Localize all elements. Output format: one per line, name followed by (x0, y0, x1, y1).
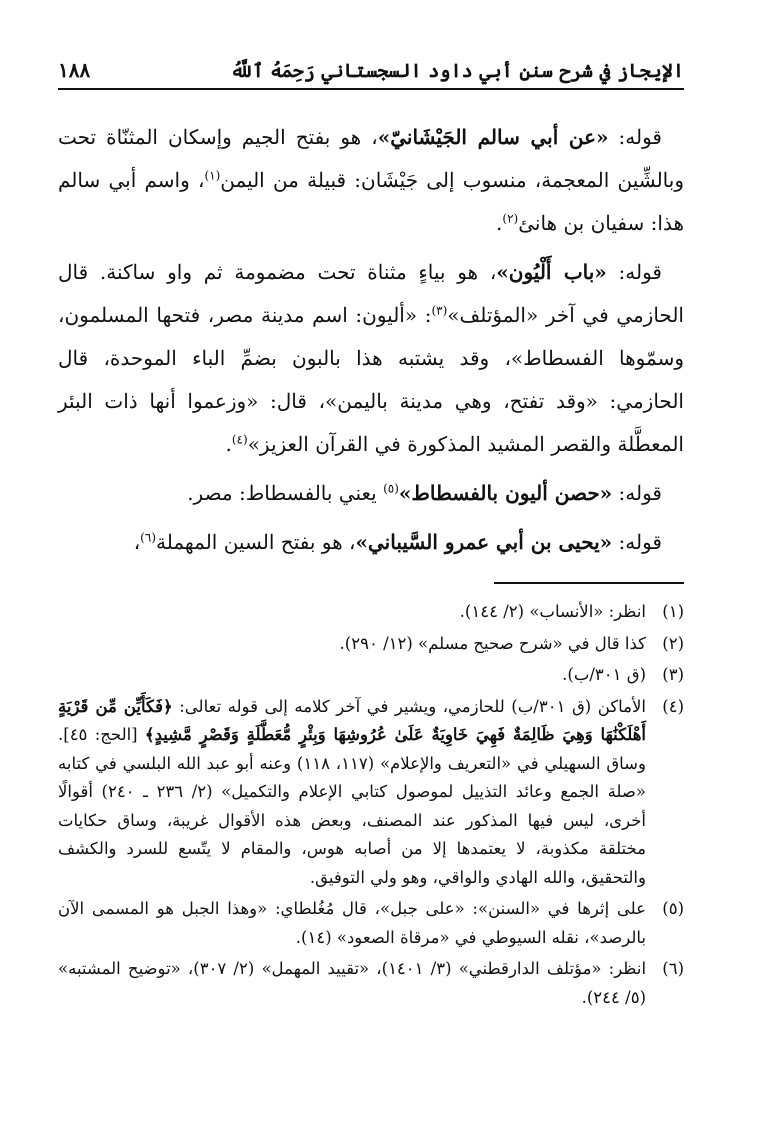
page (58, 58, 684, 1015)
footnote (58, 661, 684, 690)
footnote-divider (494, 582, 684, 584)
footnote (58, 895, 684, 952)
footnote-number: (٢) (662, 633, 684, 653)
footnote-text: على إثرها في «السنن»: «على جبل»، قال مُغُلطاي: «وهذا الجبل هو المسمى الآن بالرصد»، نقله السيوطي في «مرقاة الصعود» (١٤). (58, 899, 646, 947)
paragraph-text: ، (133, 530, 141, 554)
paragraph-text: ، هو بفتح الجيم وإسكان المثنّاة تحت وبالشِّين المعجمة، منسوب إلى جَيْشَان: قبيلة من اليمن (58, 125, 685, 192)
footnote-text: (ق ٣٠١/ب). (562, 665, 646, 684)
footnote-number: (٣) (662, 665, 684, 684)
footnote (58, 955, 684, 1012)
footnote-text: الأماكن (ق ٣٠١/ب) للحازمي، ويشير في آخر كلامه إلى قوله تعالى: (179, 696, 646, 716)
quoted-term: «باب أَلْيُون» (496, 260, 607, 284)
paragraph-tail: . (225, 432, 232, 456)
page-number: ١٨٨ (58, 58, 91, 82)
paragraph (58, 521, 684, 564)
quoted-term: «عن أبي سالم الجَيْشَانيّ» (377, 125, 609, 149)
footnote (58, 630, 684, 659)
paragraph-text: يعني بالفسطاط: مصر. (187, 481, 384, 505)
paragraph-text: ، هو بفتح السين المهملة (156, 530, 356, 554)
footnote-number: (١) (662, 602, 684, 621)
footnote-number: (٥) (662, 899, 684, 918)
footnote-number: (٤) (662, 696, 684, 716)
footnote-text: انظر: «مؤتلف الدارقطني» (٣/ ١٤٠١)، «تقييد المهمل» (٢/ ٣٠٧)، «توضيح المشتبه» (٥/ ٢٤٤). (58, 959, 647, 1007)
paragraph-lead: قوله: (612, 530, 662, 554)
footnote-ref[interactable]: (٤) (231, 432, 248, 447)
paragraph-tail: . (496, 211, 503, 235)
main-text (58, 116, 684, 564)
footnote-number: (٦) (662, 959, 684, 978)
paragraph (58, 251, 684, 466)
footnote-text-block (58, 693, 646, 893)
footnotes (58, 598, 684, 1012)
footnote-ref[interactable]: (٦) (140, 530, 156, 545)
paragraph-text: ، واسم أبي سالم هذا: سفيان بن هانئ (58, 168, 684, 235)
quoted-term: «حصن أليون بالفسطاط» (398, 481, 613, 505)
footnote-text: انظر: «الأنساب» (٢/ ١٤٤). (459, 602, 646, 621)
book-title: الإيجاز في شرح سنن أبي داود السجستاني رَحِمَهُ ٱللَّهُ (230, 60, 684, 82)
paragraph-lead: قوله: (606, 260, 662, 284)
paragraph-text: : «أليون: اسم مدينة مصر، فتحها المسلمون، وسمّوها الفسطاط»، وقد يشتبه هذا بالبون بضمِّ الباء الموحدة، قال الحازمي: «وقد تفتح، وهي مدينة باليمن»، قال: «وزعموا أنها ذات البئر المعطَّلة والقصر المشيد المذكورة في القرآن العزيز» (58, 303, 684, 456)
quoted-term: «يحيى بن أبي عمرو السَّيباني» (355, 530, 613, 554)
running-header (58, 58, 684, 90)
paragraph-text: ، هو بياءٍ مثناة تحت مضمومة ثم واو ساكنة. قال الحازمي في آخر «المؤتلف» (58, 260, 684, 327)
paragraph (58, 116, 684, 245)
footnote (58, 598, 684, 627)
footnote-text-continued: [الحج: ٤٥]. وساق السهيلي في «التعريف والإعلام» (١١٧، ١١٨) وعنه أبو عبد الله البلسي في كتابه «صلة الجمع وعائد التذييل لموصول كتابي الإعلام والتكميل» (٢/ ٢٣٦ ـ ٢٤٠) أقوالًا أخرى، ليس فيها المذكور عند المصنف، وبعض هذه الأقوال غريبة، وساق حكايات مختلقة مكذوبة، لا يعتمدها إلا من أصابه هوس، والمقام لا يتّسع للسرد والكشف والتحقيق، والله الهادي والواقي، وهو ولي التوفيق. (58, 725, 646, 887)
paragraph-lead: قوله: (608, 125, 662, 149)
footnote-ref[interactable]: (٥) (383, 481, 399, 496)
quran-verse: ﴿فَكَأَيِّن مِّن قَرْيَةٍ أَهْلَكْنَٰهَا وَهِيَ ظَالِمَةٌ فَهِيَ خَاوِيَةٌ عَلَىٰ عُرُوشِهَا وَبِئْرٍ مُّعَطَّلَةٍ وَقَصْرٍ مَّشِيدٍ﴾ (58, 696, 646, 744)
footnote (58, 693, 684, 893)
paragraph (58, 472, 684, 515)
footnote-ref[interactable]: (٢) (502, 211, 519, 226)
paragraph-lead: قوله: (612, 481, 662, 505)
footnote-ref[interactable]: (٣) (431, 303, 448, 318)
footnote-ref[interactable]: (١) (204, 168, 221, 183)
footnote-text: كذا قال في «شرح صحيح مسلم» (١٢/ ٢٩٠). (339, 633, 646, 653)
